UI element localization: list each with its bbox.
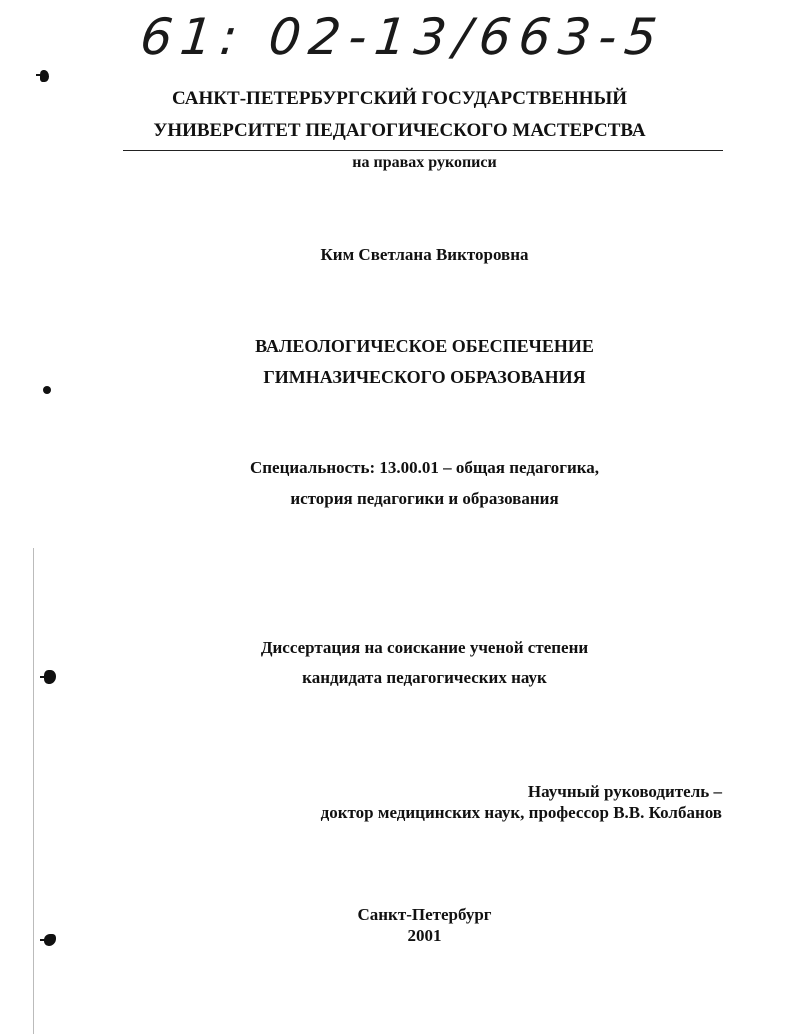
year: 2001 bbox=[407, 926, 442, 945]
supervisor-line2: доктор медицинских наук, профессор В.В. Колбанов bbox=[320, 803, 722, 822]
dissertation-line1: Диссертация на соискание ученой степени bbox=[260, 638, 589, 657]
author-name: Ким Светлана Викторовна bbox=[320, 245, 529, 264]
scan-mark-top bbox=[40, 70, 49, 82]
university-name-line1: САНКТ-ПЕТЕРБУРГСКИЙ ГОСУДАРСТВЕННЫЙ bbox=[171, 88, 628, 109]
specialty-line2: история педагогики и образования bbox=[290, 489, 559, 508]
scan-mark-dot bbox=[43, 386, 51, 394]
scan-mark-middle-tick bbox=[40, 676, 45, 678]
thesis-title-line2: ГИМНАЗИЧЕСКОГО ОБРАЗОВАНИЯ bbox=[263, 367, 586, 387]
scan-mark-bottom-tick bbox=[40, 939, 45, 941]
scan-mark-top-tick bbox=[36, 74, 40, 76]
specialty-line1: Специальность: 13.00.01 – общая педагогика, bbox=[249, 458, 600, 477]
scan-edge-line bbox=[33, 548, 34, 1034]
city: Санкт-Петербург bbox=[357, 905, 492, 924]
manuscript-note: на правах рукописи bbox=[352, 154, 497, 171]
supervisor-line1: Научный руководитель – bbox=[527, 782, 722, 801]
dissertation-line2: кандидата педагогических наук bbox=[302, 668, 547, 687]
header-divider bbox=[123, 150, 723, 151]
thesis-title-line1: ВАЛЕОЛОГИЧЕСКОЕ ОБЕСПЕЧЕНИЕ bbox=[255, 336, 594, 356]
university-name-line2: УНИВЕРСИТЕТ ПЕДАГОГИЧЕСКОГО МАСТЕРСТВА bbox=[153, 120, 646, 141]
handwritten-archive-number: 61: 02-13/663-5 bbox=[137, 8, 668, 66]
